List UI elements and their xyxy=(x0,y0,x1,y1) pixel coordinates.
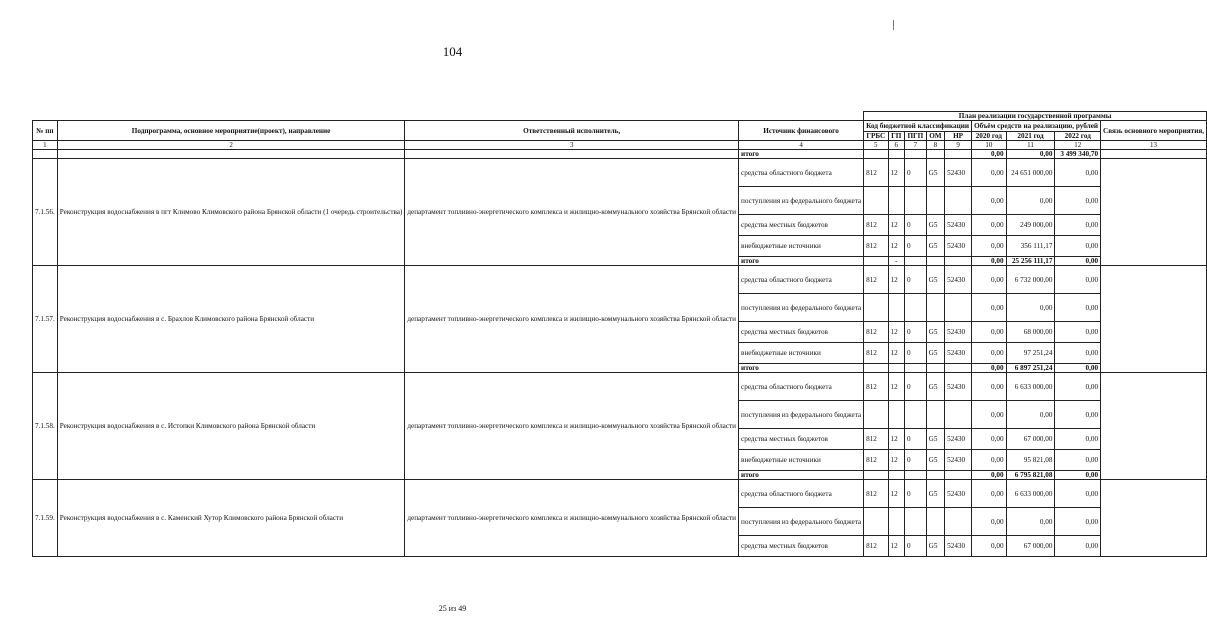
page-number: 104 xyxy=(442,44,463,59)
value-2020: 0,00 xyxy=(972,215,1007,236)
value-2021: 0,00 xyxy=(1006,294,1055,322)
value-2021: 0,00 xyxy=(1006,401,1055,429)
code-gp: 12 xyxy=(888,373,905,401)
code-nr: 52430 xyxy=(945,480,972,508)
code-nr: 52430 xyxy=(945,215,972,236)
responsible-executor: департамент топливно-энергетического комплекса и жилищно-коммунального хозяйства Брянской области xyxy=(405,480,739,557)
value-2022: 0,00 xyxy=(1055,450,1101,471)
code-pgp: 0 xyxy=(905,536,927,557)
code-grbs: 812 xyxy=(864,480,888,508)
total-label: итого xyxy=(739,471,864,480)
value-2020: 0,00 xyxy=(972,187,1007,215)
code-grbs: 812 xyxy=(864,429,888,450)
main-title: План реализации государственной программы xyxy=(864,112,1207,121)
total-2021: 6 795 821,08 xyxy=(1006,471,1055,480)
code-om: G5 xyxy=(926,429,944,450)
code-om: G5 xyxy=(926,322,944,343)
code-nr: 52430 xyxy=(945,322,972,343)
value-2021: 6 732 000,00 xyxy=(1006,266,1055,294)
gp-header: ГП xyxy=(888,132,905,141)
row-number: 7.1.59. xyxy=(33,480,58,557)
value-2021: 6 633 000,00 xyxy=(1006,480,1055,508)
source-local: средства местных бюджетов xyxy=(739,429,864,450)
program-name: Реконструкция водоснабжения в с. Брахлов Климовского района Брянской области xyxy=(57,266,405,373)
header-row-2 xyxy=(33,121,1207,132)
source-regional: средства областного бюджета xyxy=(739,480,864,508)
code-pgp: 0 xyxy=(905,373,927,401)
value-2020: 0,00 xyxy=(972,508,1007,536)
code-om: G5 xyxy=(926,373,944,401)
value-2022: 0,00 xyxy=(1055,508,1101,536)
value-2022: 0,00 xyxy=(1055,236,1101,257)
responsible-executor: департамент топливно-энергетического комплекса и жилищно-коммунального хозяйства Брянской области xyxy=(405,266,739,373)
code-nr: 52430 xyxy=(945,266,972,294)
code-pgp: 0 xyxy=(905,480,927,508)
code-pgp: 0 xyxy=(905,215,927,236)
code-nr: 52430 xyxy=(945,450,972,471)
source-offbudget: внебюджетные источники xyxy=(739,236,864,257)
code-gp: 12 xyxy=(888,480,905,508)
column-numbers-row xyxy=(33,141,1207,150)
total-2022: 0,00 xyxy=(1055,257,1101,266)
code-gp: 12 xyxy=(888,322,905,343)
value-2022: 0,00 xyxy=(1055,373,1101,401)
volume-header: Объём средств на реализацию, рублей xyxy=(972,121,1101,132)
plan-table xyxy=(32,111,1207,557)
code-grbs: 812 xyxy=(864,450,888,471)
source-local: средства местных бюджетов xyxy=(739,215,864,236)
table-row xyxy=(33,266,1207,294)
col-number: 8 xyxy=(926,141,944,150)
code-grbs: 812 xyxy=(864,266,888,294)
total-2020: 0,00 xyxy=(972,471,1007,480)
col-number: 11 xyxy=(1006,141,1055,150)
responsible-executor: департамент топливно-энергетического комплекса и жилищно-коммунального хозяйства Брянской области xyxy=(405,373,739,480)
value-2022: 0,00 xyxy=(1055,187,1101,215)
code-gp: 12 xyxy=(888,536,905,557)
source-regional: средства областного бюджета xyxy=(739,266,864,294)
col-responsible-header: Ответственный исполнитель, xyxy=(405,121,739,141)
page-footer: 25 из 49 xyxy=(438,604,467,613)
code-nr: 52430 xyxy=(945,429,972,450)
value-2022: 0,00 xyxy=(1055,159,1101,187)
value-2020: 0,00 xyxy=(972,159,1007,187)
code-grbs: 812 xyxy=(864,159,888,187)
source-offbudget: внебюджетные источники xyxy=(739,343,864,364)
value-2020: 0,00 xyxy=(972,294,1007,322)
value-2021: 24 651 000,00 xyxy=(1006,159,1055,187)
col-number: 6 xyxy=(888,141,905,150)
value-2021: 67 000,00 xyxy=(1006,429,1055,450)
source-federal: поступления из федерального бюджета xyxy=(739,187,864,215)
value-2022: 0,00 xyxy=(1055,429,1101,450)
total-2021: 0,00 xyxy=(1006,150,1055,159)
responsible-executor: департамент топливно-энергетического комплекса и жилищно-коммунального хозяйства Брянской области xyxy=(405,159,739,266)
code-pgp: 0 xyxy=(905,450,927,471)
code-pgp: 0 xyxy=(905,322,927,343)
value-2021: 0,00 xyxy=(1006,508,1055,536)
code-pgp: 0 xyxy=(905,159,927,187)
row-number: 7.1.57. xyxy=(33,266,58,373)
code-grbs: 812 xyxy=(864,343,888,364)
value-2020: 0,00 xyxy=(972,343,1007,364)
value-2020: 0,00 xyxy=(972,266,1007,294)
value-2021: 95 821,08 xyxy=(1006,450,1055,471)
value-2022: 0,00 xyxy=(1055,343,1101,364)
y2021-header: 2021 год xyxy=(1006,132,1055,141)
code-nr: 52430 xyxy=(945,343,972,364)
value-2020: 0,00 xyxy=(972,429,1007,450)
total-mark: - xyxy=(888,257,905,266)
total-2022: 0,00 xyxy=(1055,471,1101,480)
table-row xyxy=(33,373,1207,401)
budget-code-header: Код бюджетной классификации xyxy=(864,121,972,132)
value-2020: 0,00 xyxy=(972,236,1007,257)
code-gp: 12 xyxy=(888,450,905,471)
col-number: 13 xyxy=(1101,141,1207,150)
value-2021: 97 251,24 xyxy=(1006,343,1055,364)
code-om: G5 xyxy=(926,159,944,187)
col-source-header: Источник финансового xyxy=(739,121,864,141)
table-row xyxy=(33,480,1207,508)
source-regional: средства областного бюджета xyxy=(739,159,864,187)
value-2022: 0,00 xyxy=(1055,322,1101,343)
total-2021: 25 256 111,17 xyxy=(1006,257,1055,266)
code-om: G5 xyxy=(926,450,944,471)
code-pgp: 0 xyxy=(905,236,927,257)
col-number: 12 xyxy=(1055,141,1101,150)
code-grbs: 812 xyxy=(864,322,888,343)
code-nr: 52430 xyxy=(945,536,972,557)
pgp-header: ПГП xyxy=(905,132,927,141)
code-gp: 12 xyxy=(888,266,905,294)
value-2022: 0,00 xyxy=(1055,294,1101,322)
value-2021: 0,00 xyxy=(1006,187,1055,215)
table-row xyxy=(33,159,1207,187)
value-2022: 0,00 xyxy=(1055,215,1101,236)
code-pgp: 0 xyxy=(905,343,927,364)
source-offbudget: внебюджетные источники xyxy=(739,450,864,471)
source-local: средства местных бюджетов xyxy=(739,536,864,557)
total-2022: 3 499 340,70 xyxy=(1055,150,1101,159)
value-2020: 0,00 xyxy=(972,322,1007,343)
col-link-header: Связь основного мероприятия, xyxy=(1101,121,1207,141)
code-om: G5 xyxy=(926,536,944,557)
total-label: итого xyxy=(739,150,864,159)
value-2021: 67 000,00 xyxy=(1006,536,1055,557)
col-number: 7 xyxy=(905,141,927,150)
value-2021: 68 000,00 xyxy=(1006,322,1055,343)
value-2020: 0,00 xyxy=(972,450,1007,471)
code-grbs: 812 xyxy=(864,236,888,257)
col-no-header: № пп xyxy=(33,121,58,141)
code-om: G5 xyxy=(926,343,944,364)
total-2022: 0,00 xyxy=(1055,364,1101,373)
value-2021: 356 111,17 xyxy=(1006,236,1055,257)
code-gp: 12 xyxy=(888,343,905,364)
col-number: 5 xyxy=(864,141,888,150)
col-number: 3 xyxy=(405,141,739,150)
source-federal: поступления из федерального бюджета xyxy=(739,508,864,536)
top-total-row xyxy=(33,150,1207,159)
col-number: 1 xyxy=(33,141,58,150)
value-2022: 0,00 xyxy=(1055,266,1101,294)
col-number: 4 xyxy=(739,141,864,150)
code-grbs: 812 xyxy=(864,536,888,557)
col-number: 9 xyxy=(945,141,972,150)
source-federal: поступления из федерального бюджета xyxy=(739,294,864,322)
total-2020: 0,00 xyxy=(972,364,1007,373)
value-2022: 0,00 xyxy=(1055,480,1101,508)
source-local: средства местных бюджетов xyxy=(739,322,864,343)
margin-mark xyxy=(893,20,894,30)
col-number: 2 xyxy=(57,141,405,150)
total-2020: 0,00 xyxy=(972,257,1007,266)
value-2022: 0,00 xyxy=(1055,401,1101,429)
program-name: Реконструкция водоснабжения в с. Истопки Климовского района Брянской области xyxy=(57,373,405,480)
source-regional: средства областного бюджета xyxy=(739,373,864,401)
code-nr: 52430 xyxy=(945,159,972,187)
value-2021: 6 633 000,00 xyxy=(1006,373,1055,401)
nr-header: НР xyxy=(945,132,972,141)
code-om: G5 xyxy=(926,236,944,257)
code-pgp: 0 xyxy=(905,429,927,450)
total-2021: 6 897 251,24 xyxy=(1006,364,1055,373)
total-label: итого xyxy=(739,364,864,373)
code-grbs: 812 xyxy=(864,373,888,401)
value-2022: 0,00 xyxy=(1055,536,1101,557)
value-2020: 0,00 xyxy=(972,536,1007,557)
col-program-header: Подпрограмма, основное мероприятие(проект), направление xyxy=(57,121,405,141)
y2020-header: 2020 год xyxy=(972,132,1007,141)
total-2020: 0,00 xyxy=(972,150,1007,159)
code-nr: 52430 xyxy=(945,236,972,257)
header-row-1 xyxy=(33,112,1207,121)
grbs-header: ГРБС xyxy=(864,132,888,141)
program-name: Реконструкция водоснабжения в пгт Климово Климовского района Брянской области (1 очередь строительства) xyxy=(57,159,405,266)
row-number: 7.1.56. xyxy=(33,159,58,266)
program-name: Реконструкция водоснабжения в с. Каменский Хутор Климовского района Брянской области xyxy=(57,480,405,557)
col-number: 10 xyxy=(972,141,1007,150)
row-number: 7.1.58. xyxy=(33,373,58,480)
total-label: итого xyxy=(739,257,864,266)
code-grbs: 812 xyxy=(864,215,888,236)
value-2021: 249 000,00 xyxy=(1006,215,1055,236)
code-gp: 12 xyxy=(888,215,905,236)
value-2020: 0,00 xyxy=(972,373,1007,401)
code-gp: 12 xyxy=(888,236,905,257)
code-om: G5 xyxy=(926,266,944,294)
value-2020: 0,00 xyxy=(972,480,1007,508)
code-gp: 12 xyxy=(888,429,905,450)
value-2020: 0,00 xyxy=(972,401,1007,429)
code-gp: 12 xyxy=(888,159,905,187)
source-federal: поступления из федерального бюджета xyxy=(739,401,864,429)
y2022-header: 2022 год xyxy=(1055,132,1101,141)
code-om: G5 xyxy=(926,480,944,508)
code-pgp: 0 xyxy=(905,266,927,294)
om-header: ОМ xyxy=(926,132,944,141)
code-om: G5 xyxy=(926,215,944,236)
code-nr: 52430 xyxy=(945,373,972,401)
